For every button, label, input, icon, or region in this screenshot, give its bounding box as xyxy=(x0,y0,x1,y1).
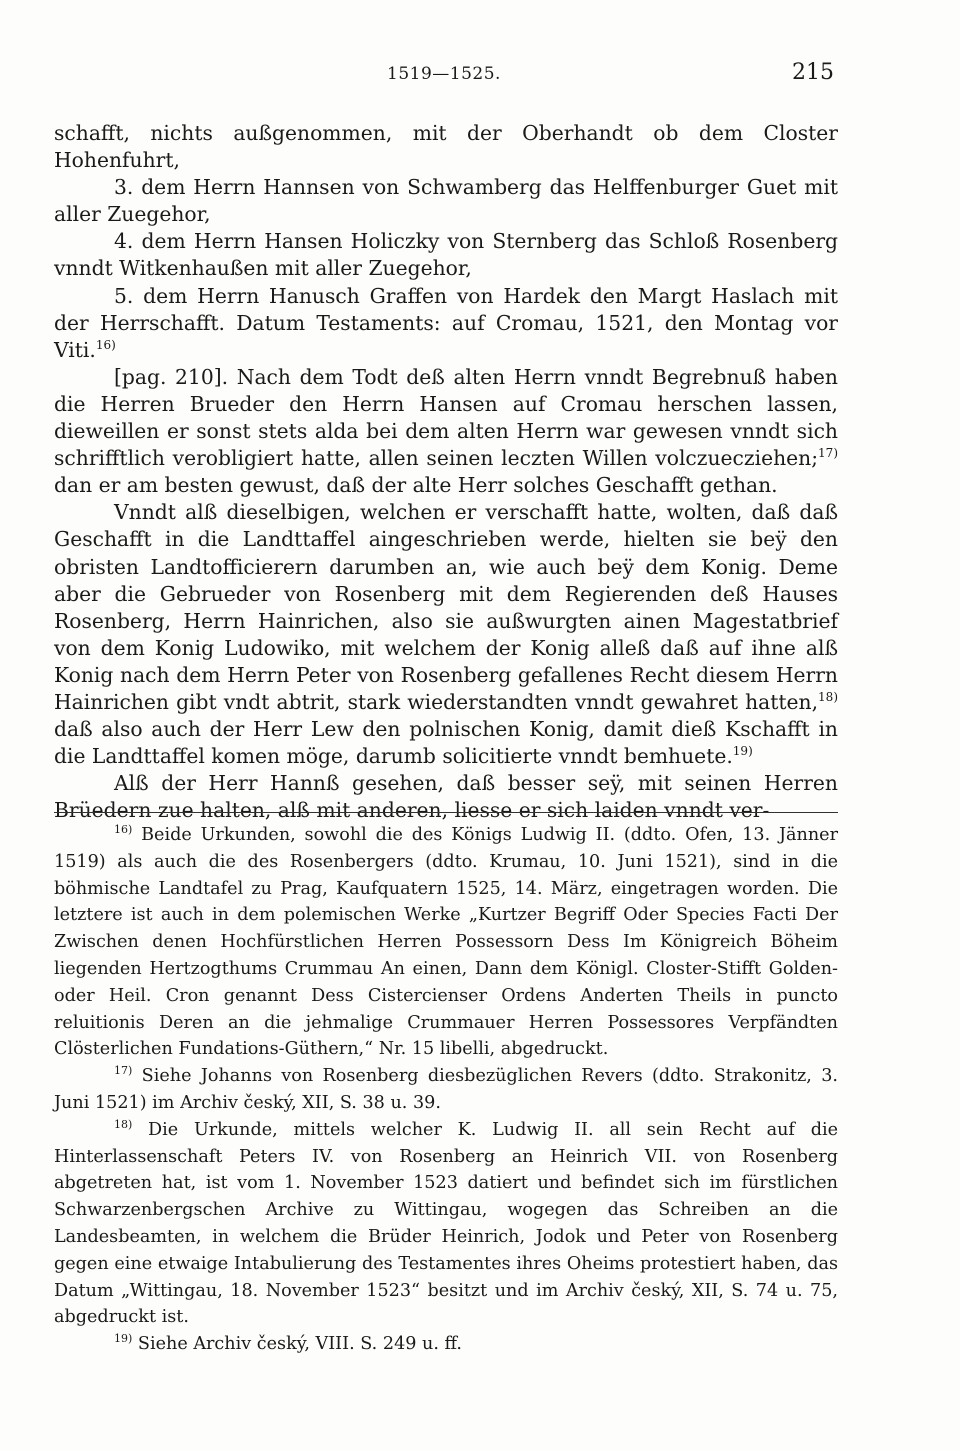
footnote-marker: 19) xyxy=(114,1332,133,1346)
footnote-marker: 17) xyxy=(114,1064,133,1078)
page-header xyxy=(54,60,834,90)
footnote-ref-17: 17) xyxy=(818,446,838,461)
paragraph: 3. dem Herrn Hannsen von Schwamberg das Helffenburger Guet mit aller Zuegehor, xyxy=(54,175,838,227)
paragraph-text: dan er am besten gewust, daß der alte Herr solches Geschafft gethan. xyxy=(54,473,778,498)
main-text xyxy=(54,120,838,824)
paragraph-text: Vnndt alß dieselbigen, welchen er verschafft hatte, wolten, daß daß Geschafft in die Landttaffel aingeschrieben werde, hielten sie beÿ den obristen Landtofficierern darumben an, wie auch beÿ dem Konig. Deme aber die Gebrueder von Rosenberg mit dem Regierenden deß Hauses Rosenberg, Herrn Hainrichen, also sie außwurgten ainen Magestatbrief von dem Konig Ludowiko, mit welchem der Konig alleß daß auf ihne alß Konig nach dem Herrn Peter von Rosenberg gefallenes Recht diesem Herrn Hainrichen gibt vndt abtrit, stark wiederstandten vnndt gewahret hatten, xyxy=(54,500,838,714)
footnote-marker: 18) xyxy=(114,1117,133,1131)
paragraph-text: daß also auch der Herr Lew den polnischen Konig, damit dieß Kschafft in die Landttaffel komen möge, darumb solicitierte vnndt bemhuete. xyxy=(54,717,838,769)
footnote-ref-18: 18) xyxy=(818,690,838,705)
footnote-text: Siehe Johanns von Rosenberg diesbezüglichen Revers (ddto. Strakonitz, 3. Juni 1521) im Archiv český, XII, S. 38 u. 39. xyxy=(54,1066,839,1113)
footnote xyxy=(54,1331,838,1358)
paragraph: schafft, nichts außgenommen, mit der Oberhandt ob dem Closter Hohenfuhrt, xyxy=(54,121,838,173)
footnote-ref-16: 16) xyxy=(95,337,116,352)
paragraph xyxy=(54,499,838,770)
footnote-text: Die Urkunde, mittels welcher K. Ludwig II. all sein Recht auf die Hinterlassenschaft Peters IV. von Rosenberg an Heinrich VII. von Rosenberg abgetreten hat, ist vom 1. November 1523 datiert und befindet sich im fürstlichen Schwarzenbergschen Archive zu Wittingau, wogegen das Schreiben an die Landesbeamten, in welchem die Brüder Heinrich, Jodok und Peter von Rosenberg gegen eine etwaige Intabulierung des Testamentes ihres Oheims protestiert haben, das Datum „Wittingau, 18. November 1523“ besitzt und im Archiv český, XII, S. 74 u. 75, abgedruckt ist. xyxy=(54,1119,838,1328)
footnote-text: Siehe Archiv český, VIII. S. 249 u. ff. xyxy=(137,1334,463,1355)
paragraph xyxy=(54,283,838,364)
footnote xyxy=(54,822,838,1063)
footnote xyxy=(54,1117,838,1331)
page-number: 215 xyxy=(792,60,834,85)
running-head: 1519—1525. xyxy=(387,64,501,84)
footnotes xyxy=(54,822,838,1358)
footnote-text: Beide Urkunden, sowohl die des Königs Ludwig II. (ddto. Ofen, 13. Jänner 1519) als auch die des Rosenbergers (ddto. Krumau, 10. Juni 1521), sind in die böhmische Landtafel zu Prag, Kaufquatern 1525, 14. März, eingetragen worden. Die letztere ist auch in dem polemischen Werke „Kurtzer Begriff Oder Species Facti Der Zwischen denen Hochfürstlichen Herren Possessorn Dess Im Königreich Böheim liegenden Hertzogthums Crummau An einen, Dann dem Königl. Closter-Stifft Golden- oder Heil. Cron genannt Dess Cistercienser Ordens Anderten Theils in puncto reluitionis Deren an die jehmalige Crummauer Herren Possessores Verpfändten Clösterlichen Fundations-Güthern,“ Nr. 15 libelli, abgedruckt. xyxy=(54,825,839,1060)
footnote xyxy=(54,1063,838,1117)
paragraph-text: 5. dem Herrn Hanusch Graffen von Hardek den Margt Haslach mit der Herrschafft. Datum Testaments: auf Cromau, 1521, den Montag vor Viti. xyxy=(54,283,838,362)
footnote-ref-19: 19) xyxy=(732,744,753,759)
paragraph-text: [pag. 210]. Nach dem Todt deß alten Herrn vnndt Begrebnuß haben die Herren Brueder den Herrn Hansen auf Cromau herschen lassen, dieweillen er sonst stets alda bei dem alten Herrn war gewesen vnndt sich schrifftlich verobligiert hatte, allen seinen leczten Willen volczuecziehen; xyxy=(54,364,838,471)
footnote-divider xyxy=(54,812,838,813)
paragraph xyxy=(54,364,838,499)
footnote-marker: 16) xyxy=(114,823,133,837)
paragraph: Alß der Herr Hannß gesehen, daß besser seÿ, mit seinen Herren Brüedern zue halten, alß mit anderen, liesse er sich laiden vnndt ver- xyxy=(54,771,838,823)
paragraph: 4. dem Herrn Hansen Holiczky von Sternberg das Schloß Rosenberg vnndt Witkenhaußen mit aller Zuegehor, xyxy=(54,229,838,281)
